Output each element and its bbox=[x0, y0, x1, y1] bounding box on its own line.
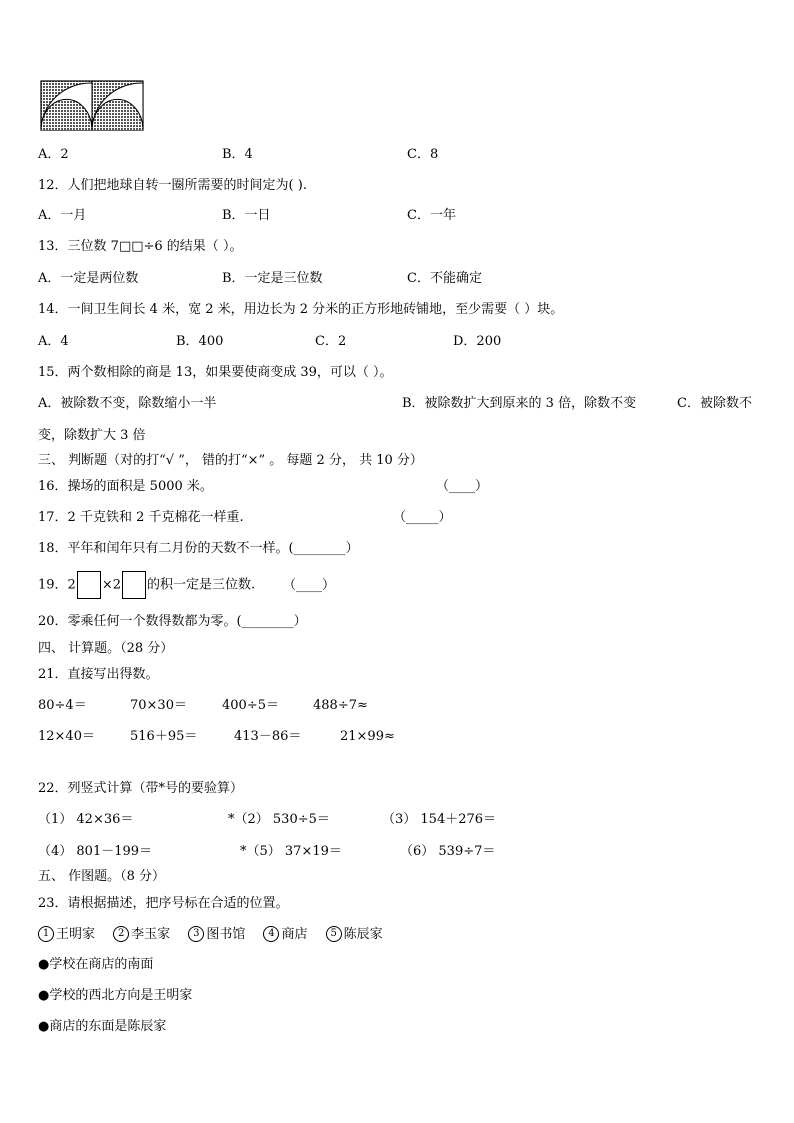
circled-number-3: 3 bbox=[188, 926, 204, 942]
q11-option-b[interactable]: B．4 bbox=[222, 147, 253, 162]
q19-digit-box-2[interactable] bbox=[122, 571, 146, 599]
place-4-name: 商店 bbox=[281, 926, 308, 942]
place-1 bbox=[38, 927, 95, 942]
q13-option-b[interactable]: B．一定是三位数 bbox=[222, 271, 323, 286]
place-2-name: 李玉家 bbox=[131, 926, 171, 942]
q15-stem: 15．两个数相除的商是 13，如果要使商变成 39，可以（ ）。 bbox=[38, 365, 393, 380]
q17-answer-blank[interactable]: （_____） bbox=[393, 510, 452, 525]
q15-option-a[interactable]: A．被除数不变，除数缩小一半 bbox=[38, 396, 217, 411]
q13-option-a[interactable]: A．一定是两位数 bbox=[38, 271, 139, 286]
q14-option-b[interactable]: B．400 bbox=[176, 334, 224, 349]
q16-text: 16．操场的面积是 5000 米。 bbox=[38, 479, 213, 494]
q23-clue-1: ●学校在商店的南面 bbox=[38, 957, 154, 972]
q21-r1-c2: 70×30＝ bbox=[130, 698, 187, 713]
q22-r2-c2: *（5） 37×19＝ bbox=[240, 844, 342, 859]
q17-text: 17．2 千克铁和 2 千克棉花一样重. bbox=[38, 510, 244, 525]
q22-r2-c1: （4） 801－199＝ bbox=[38, 844, 153, 859]
q18-text: 18．平年和闰年只有二月份的天数不一样。(________） bbox=[38, 541, 359, 556]
section4-title: 四、 计算题。（28 分） bbox=[38, 641, 174, 656]
q11-option-c[interactable]: C．8 bbox=[407, 147, 439, 162]
q12-option-a[interactable]: A．一月 bbox=[38, 208, 87, 223]
q14-option-a[interactable]: A．4 bbox=[38, 334, 69, 349]
q22-r1-c1: （1） 42×36＝ bbox=[38, 812, 134, 827]
section5-title: 五、 作图题。（8 分） bbox=[38, 869, 166, 884]
q23-stem: 23．请根据描述，把序号标在合适的位置。 bbox=[38, 896, 289, 911]
q22-r1-c2: *（2） 530÷5＝ bbox=[228, 812, 330, 827]
q12-option-c[interactable]: C．一年 bbox=[407, 208, 456, 223]
circled-number-2: 2 bbox=[113, 926, 129, 942]
q21-stem: 21．直接写出得数。 bbox=[38, 667, 159, 682]
q21-r2-c3: 413－86＝ bbox=[234, 729, 302, 744]
q19-mid: ×2 bbox=[101, 577, 121, 593]
q15-option-c[interactable]: C．被除数不 bbox=[677, 396, 752, 411]
q14-stem: 14．一间卫生间长 4 米，宽 2 米，用边长为 2 分米的正方形地砖铺地，至少需要（ ）块。 bbox=[38, 302, 564, 317]
q16-answer-blank[interactable]: （____） bbox=[436, 479, 489, 494]
shaded-arc-figure bbox=[40, 80, 144, 132]
q11-option-a[interactable]: A．2 bbox=[38, 147, 69, 162]
q21-r2-c1: 12×40＝ bbox=[38, 729, 95, 744]
place-5 bbox=[326, 927, 383, 942]
q13-option-c[interactable]: C．不能确定 bbox=[407, 271, 482, 286]
circled-number-1: 1 bbox=[38, 926, 54, 942]
q21-r1-c4: 488÷7≈ bbox=[313, 698, 368, 713]
q14-option-c[interactable]: C．2 bbox=[315, 334, 347, 349]
circled-number-4: 4 bbox=[263, 926, 279, 942]
q23-places bbox=[38, 926, 383, 943]
q12-stem: 12．人们把地球自转一圈所需要的时间定为( ). bbox=[38, 178, 307, 193]
q14-option-d[interactable]: D．200 bbox=[453, 334, 502, 349]
place-1-name: 王明家 bbox=[56, 926, 96, 942]
place-2 bbox=[113, 927, 170, 942]
section3-title: 三、 判断题（对的打“√ ”， 错的打“×” 。 每题 2 分， 共 10 分） bbox=[38, 453, 423, 468]
q21-r1-c1: 80÷4＝ bbox=[38, 698, 87, 713]
q23-clue-3: ●商店的东面是陈辰家 bbox=[38, 1019, 167, 1034]
q12-option-b[interactable]: B．一日 bbox=[222, 208, 271, 223]
q13-stem: 13．三位数 7□□÷6 的结果（ ）。 bbox=[38, 239, 243, 254]
circled-number-5: 5 bbox=[326, 926, 342, 942]
place-5-name: 陈辰家 bbox=[343, 926, 383, 942]
q21-r1-c3: 400÷5＝ bbox=[222, 698, 279, 713]
q20-text: 20．零乘任何一个数得数都为零。(________） bbox=[38, 614, 307, 629]
place-4 bbox=[263, 927, 307, 942]
q19-suffix: 的积一定是三位数. bbox=[147, 577, 256, 593]
q19-line bbox=[38, 571, 255, 600]
q23-clue-2: ●学校的西北方向是王明家 bbox=[38, 988, 193, 1003]
q21-r2-c2: 516＋95＝ bbox=[130, 729, 198, 744]
q19-digit-box-1[interactable] bbox=[77, 571, 101, 599]
q21-r2-c4: 21×99≈ bbox=[340, 729, 395, 744]
q15-option-c-continuation: 变，除数扩大 3 倍 bbox=[38, 428, 146, 443]
q22-r1-c3: （3） 154＋276＝ bbox=[382, 812, 497, 827]
q19-prefix: 19．2 bbox=[38, 577, 76, 593]
q22-r2-c3: （6） 539÷7＝ bbox=[400, 844, 496, 859]
place-3 bbox=[188, 927, 245, 942]
q15-option-b[interactable]: B．被除数扩大到原来的 3 倍，除数不变 bbox=[402, 396, 637, 411]
place-3-name: 图书馆 bbox=[206, 926, 246, 942]
q19-answer-blank[interactable]: （____） bbox=[283, 578, 336, 593]
q22-stem: 22．列竖式计算（带*号的要验算） bbox=[38, 781, 244, 796]
